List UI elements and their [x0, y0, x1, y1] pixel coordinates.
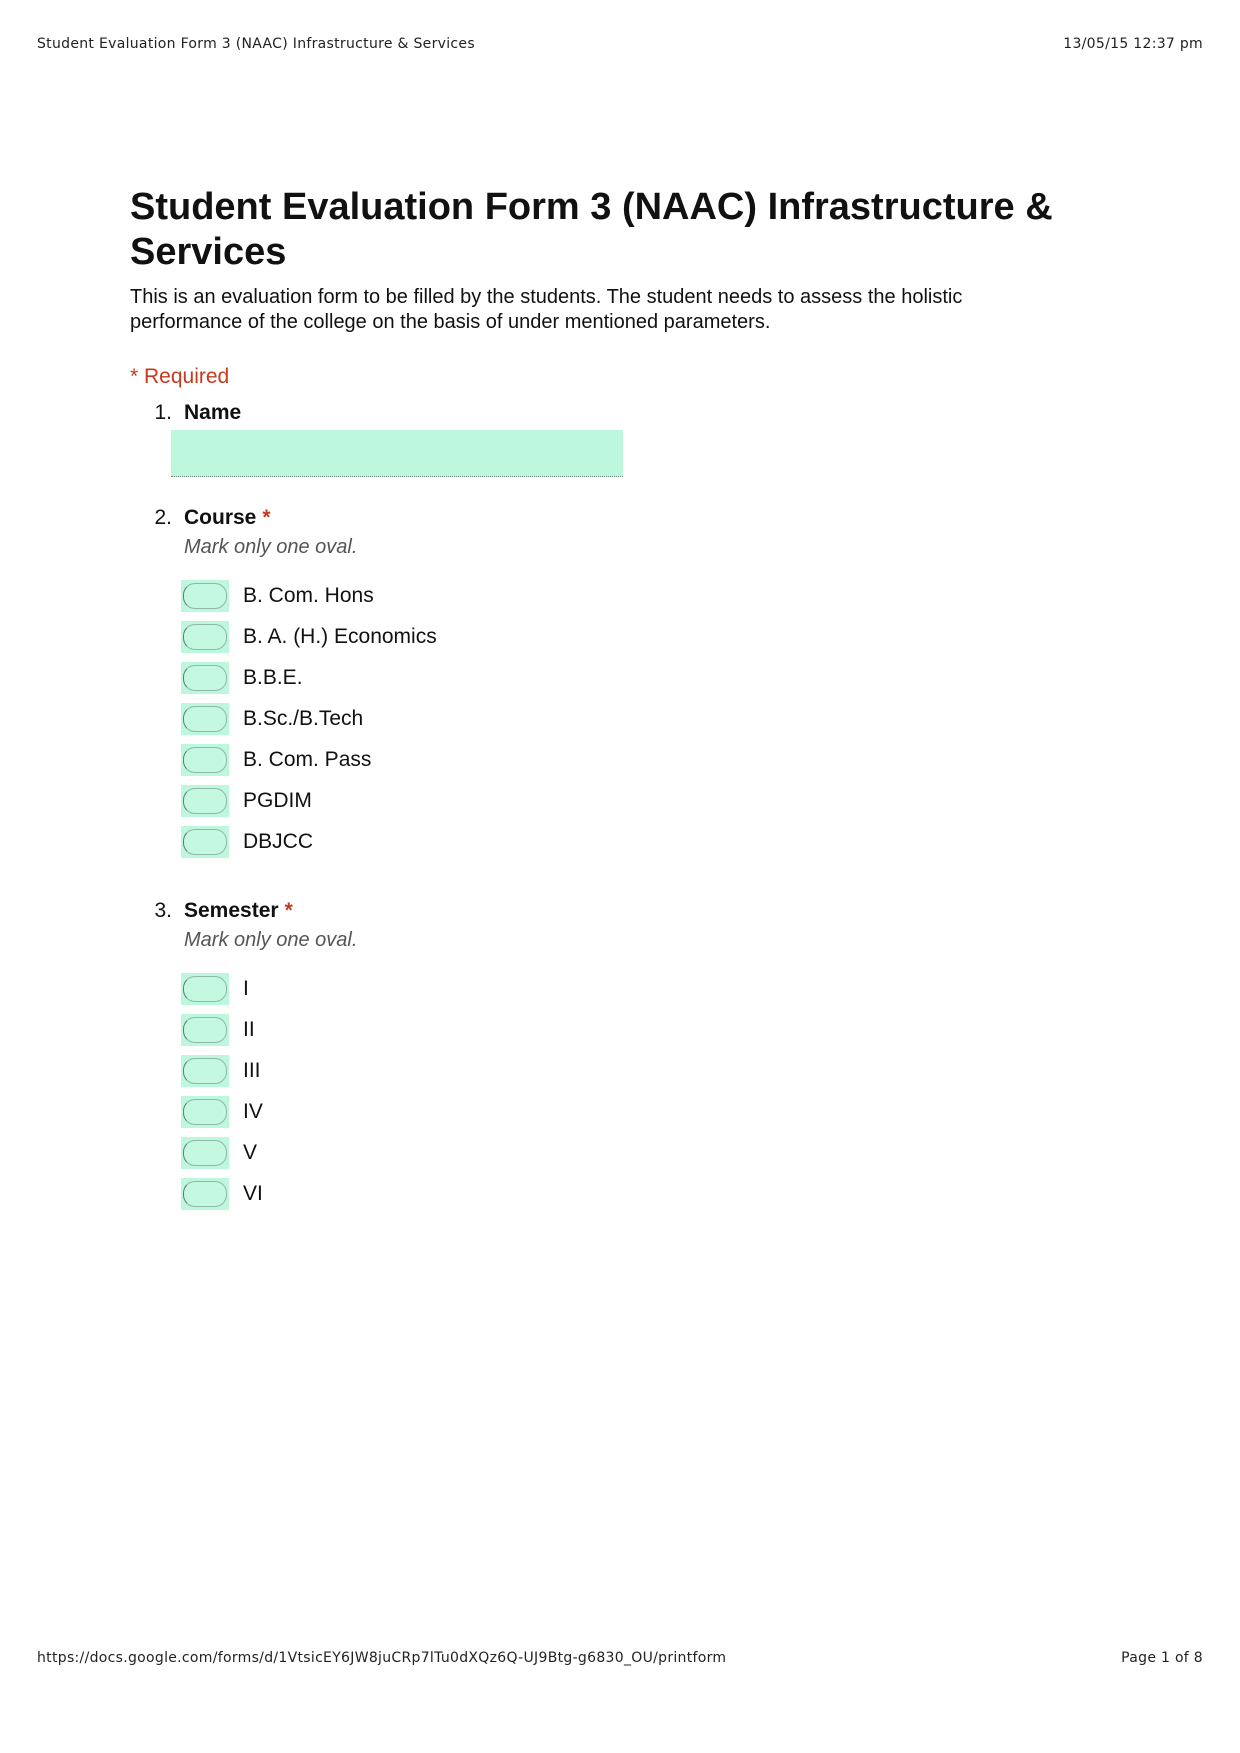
radio-oval-icon[interactable]	[181, 1178, 229, 1210]
radio-oval-icon[interactable]	[181, 1014, 229, 1046]
question-title: Semester	[184, 899, 279, 922]
question-title: Name	[184, 401, 242, 424]
print-footer-page: Page 1 of 8	[1121, 1650, 1203, 1666]
course-option[interactable]	[181, 780, 940, 821]
required-asterisk: *	[284, 899, 293, 922]
option-label: PGDIM	[243, 788, 312, 812]
radio-oval-icon[interactable]	[181, 826, 229, 858]
semester-option[interactable]	[181, 1132, 940, 1173]
course-option[interactable]	[181, 575, 940, 616]
semester-option[interactable]	[181, 1173, 940, 1214]
semester-option[interactable]	[181, 1050, 940, 1091]
option-label: I	[243, 976, 249, 1000]
name-text-field[interactable]	[171, 430, 623, 477]
course-option[interactable]	[181, 616, 940, 657]
question-name	[140, 400, 940, 477]
radio-oval-icon[interactable]	[181, 703, 229, 735]
option-label: B. A. (H.) Economics	[243, 624, 437, 648]
form-title: Student Evaluation Form 3 (NAAC) Infrastructure & Services	[130, 186, 1053, 273]
option-label: II	[243, 1017, 255, 1041]
course-option[interactable]	[181, 739, 940, 780]
radio-oval-icon[interactable]	[181, 580, 229, 612]
question-number: 3.	[154, 899, 172, 922]
semester-option[interactable]	[181, 1009, 940, 1050]
option-label: III	[243, 1058, 261, 1082]
option-label: B.B.E.	[243, 665, 303, 689]
question-header	[140, 898, 940, 924]
print-footer	[37, 1650, 1203, 1666]
course-option[interactable]	[181, 698, 940, 739]
option-label: B. Com. Hons	[243, 583, 374, 607]
radio-oval-icon[interactable]	[181, 785, 229, 817]
print-footer-url: https://docs.google.com/forms/d/1VtsicEY6JW8juCRp7lTu0dXQz6Q-UJ9Btg-g6830_OU/printform	[37, 1650, 727, 1666]
option-label: DBJCC	[243, 829, 314, 853]
option-label: B.Sc./B.Tech	[243, 706, 364, 730]
radio-oval-icon[interactable]	[181, 1137, 229, 1169]
print-header-title: Student Evaluation Form 3 (NAAC) Infrastructure & Services	[37, 36, 475, 52]
course-option[interactable]	[181, 657, 940, 698]
question-hint: Mark only one oval.	[184, 536, 358, 558]
radio-oval-icon[interactable]	[181, 973, 229, 1005]
course-option[interactable]	[181, 821, 940, 862]
radio-oval-icon[interactable]	[181, 1055, 229, 1087]
course-options	[181, 575, 940, 862]
form-header	[130, 185, 1110, 389]
question-hint: Mark only one oval.	[184, 929, 358, 951]
radio-oval-icon[interactable]	[181, 621, 229, 653]
semester-options	[181, 968, 940, 1214]
radio-oval-icon[interactable]	[181, 744, 229, 776]
question-header	[140, 505, 940, 531]
question-semester	[140, 898, 940, 1214]
semester-option[interactable]	[181, 1091, 940, 1132]
print-header	[37, 36, 1203, 52]
question-title: Course	[184, 506, 257, 529]
radio-oval-icon[interactable]	[181, 662, 229, 694]
option-label: B. Com. Pass	[243, 747, 372, 771]
required-note: * Required	[130, 365, 230, 388]
form-description: This is an evaluation form to be filled by the students. The student needs to assess the holistic performance of the college on the basis of under mentioned parameters.	[130, 286, 963, 333]
option-label: IV	[243, 1099, 263, 1123]
required-asterisk: *	[262, 506, 271, 529]
question-number: 1.	[154, 401, 172, 424]
question-course	[140, 505, 940, 862]
radio-oval-icon[interactable]	[181, 1096, 229, 1128]
question-number: 2.	[154, 506, 172, 529]
semester-option[interactable]	[181, 968, 940, 1009]
option-label: V	[243, 1140, 258, 1164]
print-header-datetime: 13/05/15 12:37 pm	[1063, 36, 1203, 52]
option-label: VI	[243, 1181, 263, 1205]
question-header	[140, 400, 940, 426]
